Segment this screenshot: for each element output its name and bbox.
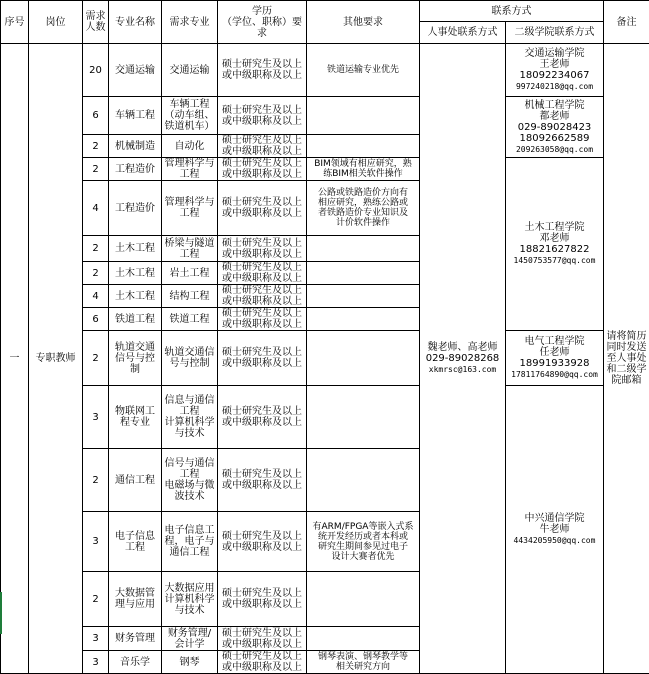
other-req-cell	[307, 158, 420, 181]
req-major-cell-line: 工程	[163, 469, 216, 480]
req-major-cell	[162, 285, 218, 308]
college-contact-line: 土木工程学院	[507, 222, 602, 233]
college-contact-line: 都老师	[507, 111, 602, 122]
req-major-cell-line: 财务管理/	[163, 628, 216, 639]
other-req-cell-line: 相关研究方向	[308, 662, 418, 672]
req-major-cell	[162, 44, 218, 97]
table-row	[1, 97, 649, 135]
req-major-cell	[162, 512, 218, 572]
count-cell: 2	[83, 331, 109, 386]
other-req-cell	[307, 386, 420, 449]
other-req-cell-line: 者铁路造价专业知识及	[308, 208, 418, 218]
college-contact-line: 1450753577@qq.com	[507, 255, 602, 266]
major-cell	[109, 181, 162, 236]
degree-cell	[218, 512, 307, 572]
major-cell-line: 大数据管	[110, 588, 160, 599]
major-cell	[109, 285, 162, 308]
major-cell	[109, 449, 162, 512]
degree-cell-line: 或中级职称及以上	[219, 70, 305, 81]
degree-cell-line: 或中级职称及以上	[219, 417, 305, 428]
degree-cell-line: 或中级职称及以上	[219, 208, 305, 219]
other-req-cell-line: 统开发经历或者本科或	[308, 532, 418, 542]
major-cell-line: 物联网工	[110, 406, 160, 417]
major-cell-line: 理与应用	[110, 599, 160, 610]
degree-cell	[218, 627, 307, 651]
other-req-cell-line: 相应研究，熟练公路或	[308, 198, 418, 208]
major-cell	[109, 386, 162, 449]
req-major-cell-line: 铁道机车）	[163, 121, 216, 132]
req-major-cell-line: 交通运输	[163, 65, 216, 76]
header-degree-line: 求	[219, 28, 305, 39]
degree-cell-line: 硕士研究生及以上	[219, 158, 305, 169]
header-other: 其他要求	[307, 1, 420, 44]
req-major-cell-line: 工程	[163, 406, 216, 417]
degree-cell-line: 硕士研究生及以上	[219, 308, 305, 319]
degree-cell-line: 硕士研究生及以上	[219, 469, 305, 480]
req-major-cell	[162, 627, 218, 651]
other-req-cell	[307, 236, 420, 262]
other-req-cell	[307, 308, 420, 331]
count-cell: 2	[83, 449, 109, 512]
hr-contact-email: xkmrsc@163.com	[421, 364, 504, 375]
hr-contact-cell	[420, 44, 506, 674]
degree-cell-line: 或中级职称及以上	[219, 639, 305, 650]
degree-cell	[218, 572, 307, 627]
degree-cell	[218, 44, 307, 97]
other-req-cell-line: 公路或铁路造价方向有	[308, 188, 418, 198]
header-major: 专业名称	[109, 1, 162, 44]
count-cell: 3	[83, 651, 109, 674]
req-major-cell-line: 号与控制	[163, 358, 216, 369]
count-cell: 3	[83, 512, 109, 572]
header-req-major: 需求专业	[162, 1, 218, 44]
college-contact-line: 牛老师	[507, 524, 602, 535]
major-cell-line: 铁道工程	[110, 314, 160, 325]
header-contact: 联系方式	[420, 1, 604, 22]
req-major-cell-line: 与技术	[163, 605, 216, 616]
count-cell: 2	[83, 135, 109, 158]
req-major-cell	[162, 308, 218, 331]
degree-cell-line: 硕士研究生及以上	[219, 59, 305, 70]
other-req-cell	[307, 97, 420, 135]
other-req-cell	[307, 181, 420, 236]
req-major-cell-line: 工程	[163, 208, 216, 219]
other-req-cell	[307, 44, 420, 97]
major-cell-line: 机械制造	[110, 141, 160, 152]
other-req-cell	[307, 262, 420, 285]
major-cell	[109, 97, 162, 135]
count-cell: 20	[83, 44, 109, 97]
major-cell	[109, 262, 162, 285]
req-major-cell-line: 桥梁与隧道	[163, 238, 216, 249]
major-cell-line: 制	[110, 364, 160, 375]
degree-cell	[218, 651, 307, 674]
req-major-cell-line: 自动化	[163, 141, 216, 152]
header-hr-contact: 人事处联系方式	[420, 22, 506, 44]
degree-cell-line: 或中级职称及以上	[219, 116, 305, 127]
count-cell: 2	[83, 262, 109, 285]
count-cell: 4	[83, 181, 109, 236]
major-cell	[109, 236, 162, 262]
req-major-cell-line: 会计学	[163, 639, 216, 650]
major-cell	[109, 627, 162, 651]
table-row	[1, 386, 649, 449]
req-major-cell-line: 通信工程	[163, 547, 216, 558]
req-major-cell	[162, 449, 218, 512]
degree-cell	[218, 135, 307, 158]
other-req-cell-line: 有ARM/FPGA等嵌入式系	[308, 522, 418, 532]
other-req-cell-line: 练BIM相关软件操作	[308, 169, 418, 179]
header-post: 岗位	[29, 1, 83, 44]
major-cell-line: 交通运输	[110, 65, 160, 76]
degree-cell-line: 硕士研究生及以上	[219, 651, 305, 662]
req-major-cell-line: 与技术	[163, 428, 216, 439]
other-req-cell	[307, 512, 420, 572]
degree-cell	[218, 386, 307, 449]
req-major-cell-line: 信息与通信	[163, 395, 216, 406]
major-cell-line: 程专业	[110, 417, 160, 428]
req-major-cell-line: 计算机科学	[163, 594, 216, 605]
college-contact-line: 任老师	[507, 347, 602, 358]
req-major-cell	[162, 181, 218, 236]
req-major-cell-line: （动车组、	[163, 110, 216, 121]
req-major-cell-line: 铁道工程	[163, 314, 216, 325]
other-req-cell	[307, 572, 420, 627]
degree-cell-line: 或中级职称及以上	[219, 662, 305, 673]
major-cell	[109, 651, 162, 674]
major-cell	[109, 331, 162, 386]
req-major-cell	[162, 572, 218, 627]
degree-cell-line: 硕士研究生及以上	[219, 406, 305, 417]
major-cell	[109, 158, 162, 181]
other-req-cell-line: 钢琴表演、钢琴教学等	[308, 652, 418, 662]
major-cell-line: 工程	[110, 542, 160, 553]
major-cell-line: 轨道交通	[110, 342, 160, 353]
other-req-cell	[307, 627, 420, 651]
header-college-contact: 二级学院联系方式	[506, 22, 604, 44]
req-major-cell-line: 工程	[163, 249, 216, 260]
hr-contact-name: 魏老师、高老师	[421, 342, 504, 353]
count-cell: 2	[83, 572, 109, 627]
major-cell-line: 电子信息	[110, 531, 160, 542]
college-contact-line: 王老师	[507, 59, 602, 70]
degree-cell-line: 硕士研究生及以上	[219, 135, 305, 146]
college-contact-cell	[506, 97, 604, 158]
req-major-cell-line: 波技术	[163, 491, 216, 502]
header-degree	[218, 1, 307, 44]
major-cell	[109, 135, 162, 158]
degree-cell	[218, 331, 307, 386]
req-major-cell-line: 电子信息工	[163, 525, 216, 536]
req-major-cell-line: 车辆工程	[163, 99, 216, 110]
major-cell-line: 音乐学	[110, 657, 160, 668]
major-cell	[109, 308, 162, 331]
other-req-cell-line: 研究生期间参见过电子	[308, 542, 418, 552]
college-contact-line: 电气工程学院	[507, 336, 602, 347]
req-major-cell-line: 管理科学与	[163, 158, 216, 169]
college-contact-cell	[506, 158, 604, 331]
note-cell: 请将简历同时发送至人事处和二级学院邮箱	[604, 44, 649, 674]
major-cell	[109, 44, 162, 97]
degree-cell-line: 硕士研究生及以上	[219, 628, 305, 639]
req-major-cell	[162, 331, 218, 386]
req-major-cell	[162, 262, 218, 285]
college-contact-line: 209263058@qq.com	[507, 144, 602, 155]
count-cell: 6	[83, 97, 109, 135]
degree-cell-line: 或中级职称及以上	[219, 169, 305, 180]
other-req-cell	[307, 331, 420, 386]
degree-cell	[218, 449, 307, 512]
college-contact-line: 17811764890@qq.com	[507, 369, 602, 380]
major-cell	[109, 572, 162, 627]
header-count-line: 人数	[84, 22, 107, 33]
degree-cell-line: 硕士研究生及以上	[219, 347, 305, 358]
req-major-cell-line: 管理科学与	[163, 197, 216, 208]
hr-contact-phone: 029-89028268	[421, 353, 504, 364]
table-row	[1, 44, 649, 97]
table-row	[1, 158, 649, 181]
header-seq: 序号	[1, 1, 29, 44]
other-req-cell	[307, 449, 420, 512]
req-major-cell-line: 工程	[163, 169, 216, 180]
other-req-cell-line: 铁道运输专业优先	[308, 65, 418, 75]
major-cell-line: 土木工程	[110, 268, 160, 279]
other-req-cell	[307, 651, 420, 674]
other-req-cell	[307, 285, 420, 308]
degree-cell	[218, 262, 307, 285]
degree-cell-line: 硕士研究生及以上	[219, 105, 305, 116]
college-contact-line: 机械工程学院	[507, 100, 602, 111]
degree-cell	[218, 97, 307, 135]
req-major-cell	[162, 651, 218, 674]
college-contact-cell	[506, 386, 604, 674]
other-req-cell	[307, 135, 420, 158]
count-cell: 4	[83, 285, 109, 308]
degree-cell	[218, 285, 307, 308]
degree-cell-line: 硕士研究生及以上	[219, 531, 305, 542]
count-cell: 3	[83, 386, 109, 449]
req-major-cell	[162, 97, 218, 135]
college-contact-cell	[506, 331, 604, 386]
major-cell-line: 工程造价	[110, 203, 160, 214]
major-cell-line: 车辆工程	[110, 110, 160, 121]
degree-cell-line: 硕士研究生及以上	[219, 285, 305, 296]
degree-cell	[218, 236, 307, 262]
degree-cell-line: 或中级职称及以上	[219, 273, 305, 284]
degree-cell-line: 或中级职称及以上	[219, 358, 305, 369]
req-major-cell-line: 结构工程	[163, 291, 216, 302]
degree-cell	[218, 181, 307, 236]
req-major-cell-line: 电磁场与微	[163, 480, 216, 491]
other-req-cell-line: 设计大赛者优先	[308, 552, 418, 562]
college-contact-line: 18821627822	[507, 244, 602, 255]
count-cell: 6	[83, 308, 109, 331]
college-contact-line: 997240218@qq.com	[507, 81, 602, 92]
major-cell-line: 通信工程	[110, 475, 160, 486]
header-note: 备注	[604, 1, 649, 44]
degree-cell-line: 或中级职称及以上	[219, 480, 305, 491]
other-req-cell-line: BIM领域有相应研究，熟	[308, 159, 418, 169]
req-major-cell	[162, 158, 218, 181]
college-contact-line: 邓老师	[507, 233, 602, 244]
degree-cell-line: 或中级职称及以上	[219, 296, 305, 307]
major-cell-line: 工程造价	[110, 164, 160, 175]
header-count	[83, 1, 109, 44]
degree-cell	[218, 158, 307, 181]
req-major-cell	[162, 135, 218, 158]
req-major-cell-line: 岩土工程	[163, 268, 216, 279]
college-contact-cell	[506, 44, 604, 97]
degree-cell-line: 硕士研究生及以上	[219, 588, 305, 599]
degree-cell-line: 或中级职称及以上	[219, 542, 305, 553]
count-cell: 3	[83, 627, 109, 651]
college-contact-line: 029-89028423	[507, 122, 602, 133]
req-major-cell-line: 程，电子与	[163, 536, 216, 547]
req-major-cell-line: 轨道交通信	[163, 347, 216, 358]
major-cell-line: 土木工程	[110, 291, 160, 302]
major-cell	[109, 512, 162, 572]
degree-cell-line: 或中级职称及以上	[219, 146, 305, 157]
major-cell-line: 财务管理	[110, 633, 160, 644]
major-cell-line: 土木工程	[110, 243, 160, 254]
seq-cell: 一	[1, 44, 29, 674]
req-major-cell-line: 计算机科学	[163, 417, 216, 428]
header-degree-line: 学历	[219, 6, 305, 17]
req-major-cell-line: 钢琴	[163, 657, 216, 668]
other-req-cell-line: 计价软件操作	[308, 218, 418, 228]
degree-cell-line: 硕士研究生及以上	[219, 197, 305, 208]
req-major-cell	[162, 236, 218, 262]
degree-cell-line: 硕士研究生及以上	[219, 238, 305, 249]
degree-cell-line: 或中级职称及以上	[219, 599, 305, 610]
degree-cell-line: 或中级职称及以上	[219, 249, 305, 260]
req-major-cell-line: 信号与通信	[163, 458, 216, 469]
req-major-cell-line: 大数据应用	[163, 583, 216, 594]
major-cell-line: 信号与控	[110, 353, 160, 364]
count-cell: 2	[83, 236, 109, 262]
degree-cell	[218, 308, 307, 331]
table-row	[1, 331, 649, 386]
degree-cell-line: 硕士研究生及以上	[219, 262, 305, 273]
college-contact-line: 中兴通信学院	[507, 513, 602, 524]
college-contact-line: 4434205950@qq.com	[507, 535, 602, 546]
header-degree-line: （学位、职称）要	[219, 17, 305, 28]
count-cell: 2	[83, 158, 109, 181]
college-contact-line: 18092662589	[507, 133, 602, 144]
college-contact-line: 18092234067	[507, 70, 602, 81]
college-contact-line: 交通运输学院	[507, 48, 602, 59]
college-contact-line: 18991933928	[507, 358, 602, 369]
req-major-cell	[162, 386, 218, 449]
header-count-line: 需求	[84, 11, 107, 22]
row-selection-marker	[0, 592, 2, 634]
post-cell: 专职教师	[29, 44, 83, 674]
degree-cell-line: 或中级职称及以上	[219, 319, 305, 330]
